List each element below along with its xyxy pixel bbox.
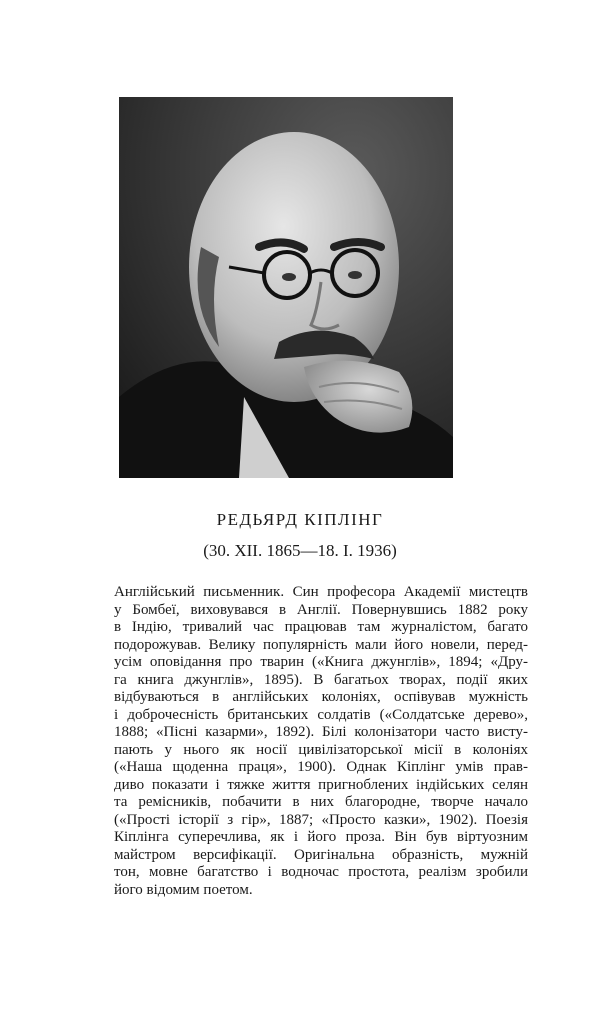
- portrait-illustration: [119, 97, 453, 478]
- bio-line: пають у нього як носії цивілізаторської місії в колоніях: [114, 741, 528, 758]
- portrait-photo: [119, 97, 453, 478]
- bio-line: га книга джунглів», 1895). В багатьох творах, події яких: [114, 671, 528, 688]
- bio-line: подорожував. Велику популярність мали його новели, перед-: [114, 636, 528, 653]
- bio-line: тон, мовне багатство і водночас простота, реалізм зробили: [114, 864, 528, 880]
- bio-line: в Індію, тривалий час працював там журналістом, багато: [114, 619, 528, 635]
- bio-line: його відомим поетом.: [114, 881, 253, 898]
- bio-line: 1888; «Пісні казарми», 1892). Білі колонізатори часто висту-: [114, 724, 528, 740]
- bio-line: («Прості історії з гір», 1887; «Просто казки», 1902). Поезія: [114, 811, 528, 828]
- bio-line: та ремісників, побачити в них благородне, творче начало: [114, 794, 528, 810]
- bio-line: відбуваються в англійських колоніях, оспівував мужність: [114, 689, 528, 705]
- bio-line: диво показати і тяжке життя пригноблених індійських селян: [114, 776, 528, 793]
- bio-line: Кіплінга суперечлива, як і його проза. Він був віртуозним: [114, 829, 528, 845]
- bio-line: майстром версифікації. Оригінальна образність, мужній: [114, 846, 528, 863]
- author-life-dates: (30. XII. 1865—18. I. 1936): [203, 541, 397, 560]
- author-name: РЕДЬЯРД КІПЛІНГ: [216, 510, 384, 529]
- bio-line: і доброчесність британських солдатів («Солдатське дерево»,: [114, 706, 528, 723]
- bio-line: у Бомбеї, виховувався в Англії. Повернувшись 1882 року: [114, 601, 528, 618]
- bio-line: Англійський письменник. Син професора Академії мистецтв: [114, 584, 528, 600]
- biography-text: [114, 584, 528, 899]
- bio-line: усім оповідання про тварин («Книга джунглів», 1894; «Дру-: [114, 654, 528, 670]
- bio-line: («Наша щоденна праця», 1900). Однак Кіплінг умів прав-: [114, 759, 528, 775]
